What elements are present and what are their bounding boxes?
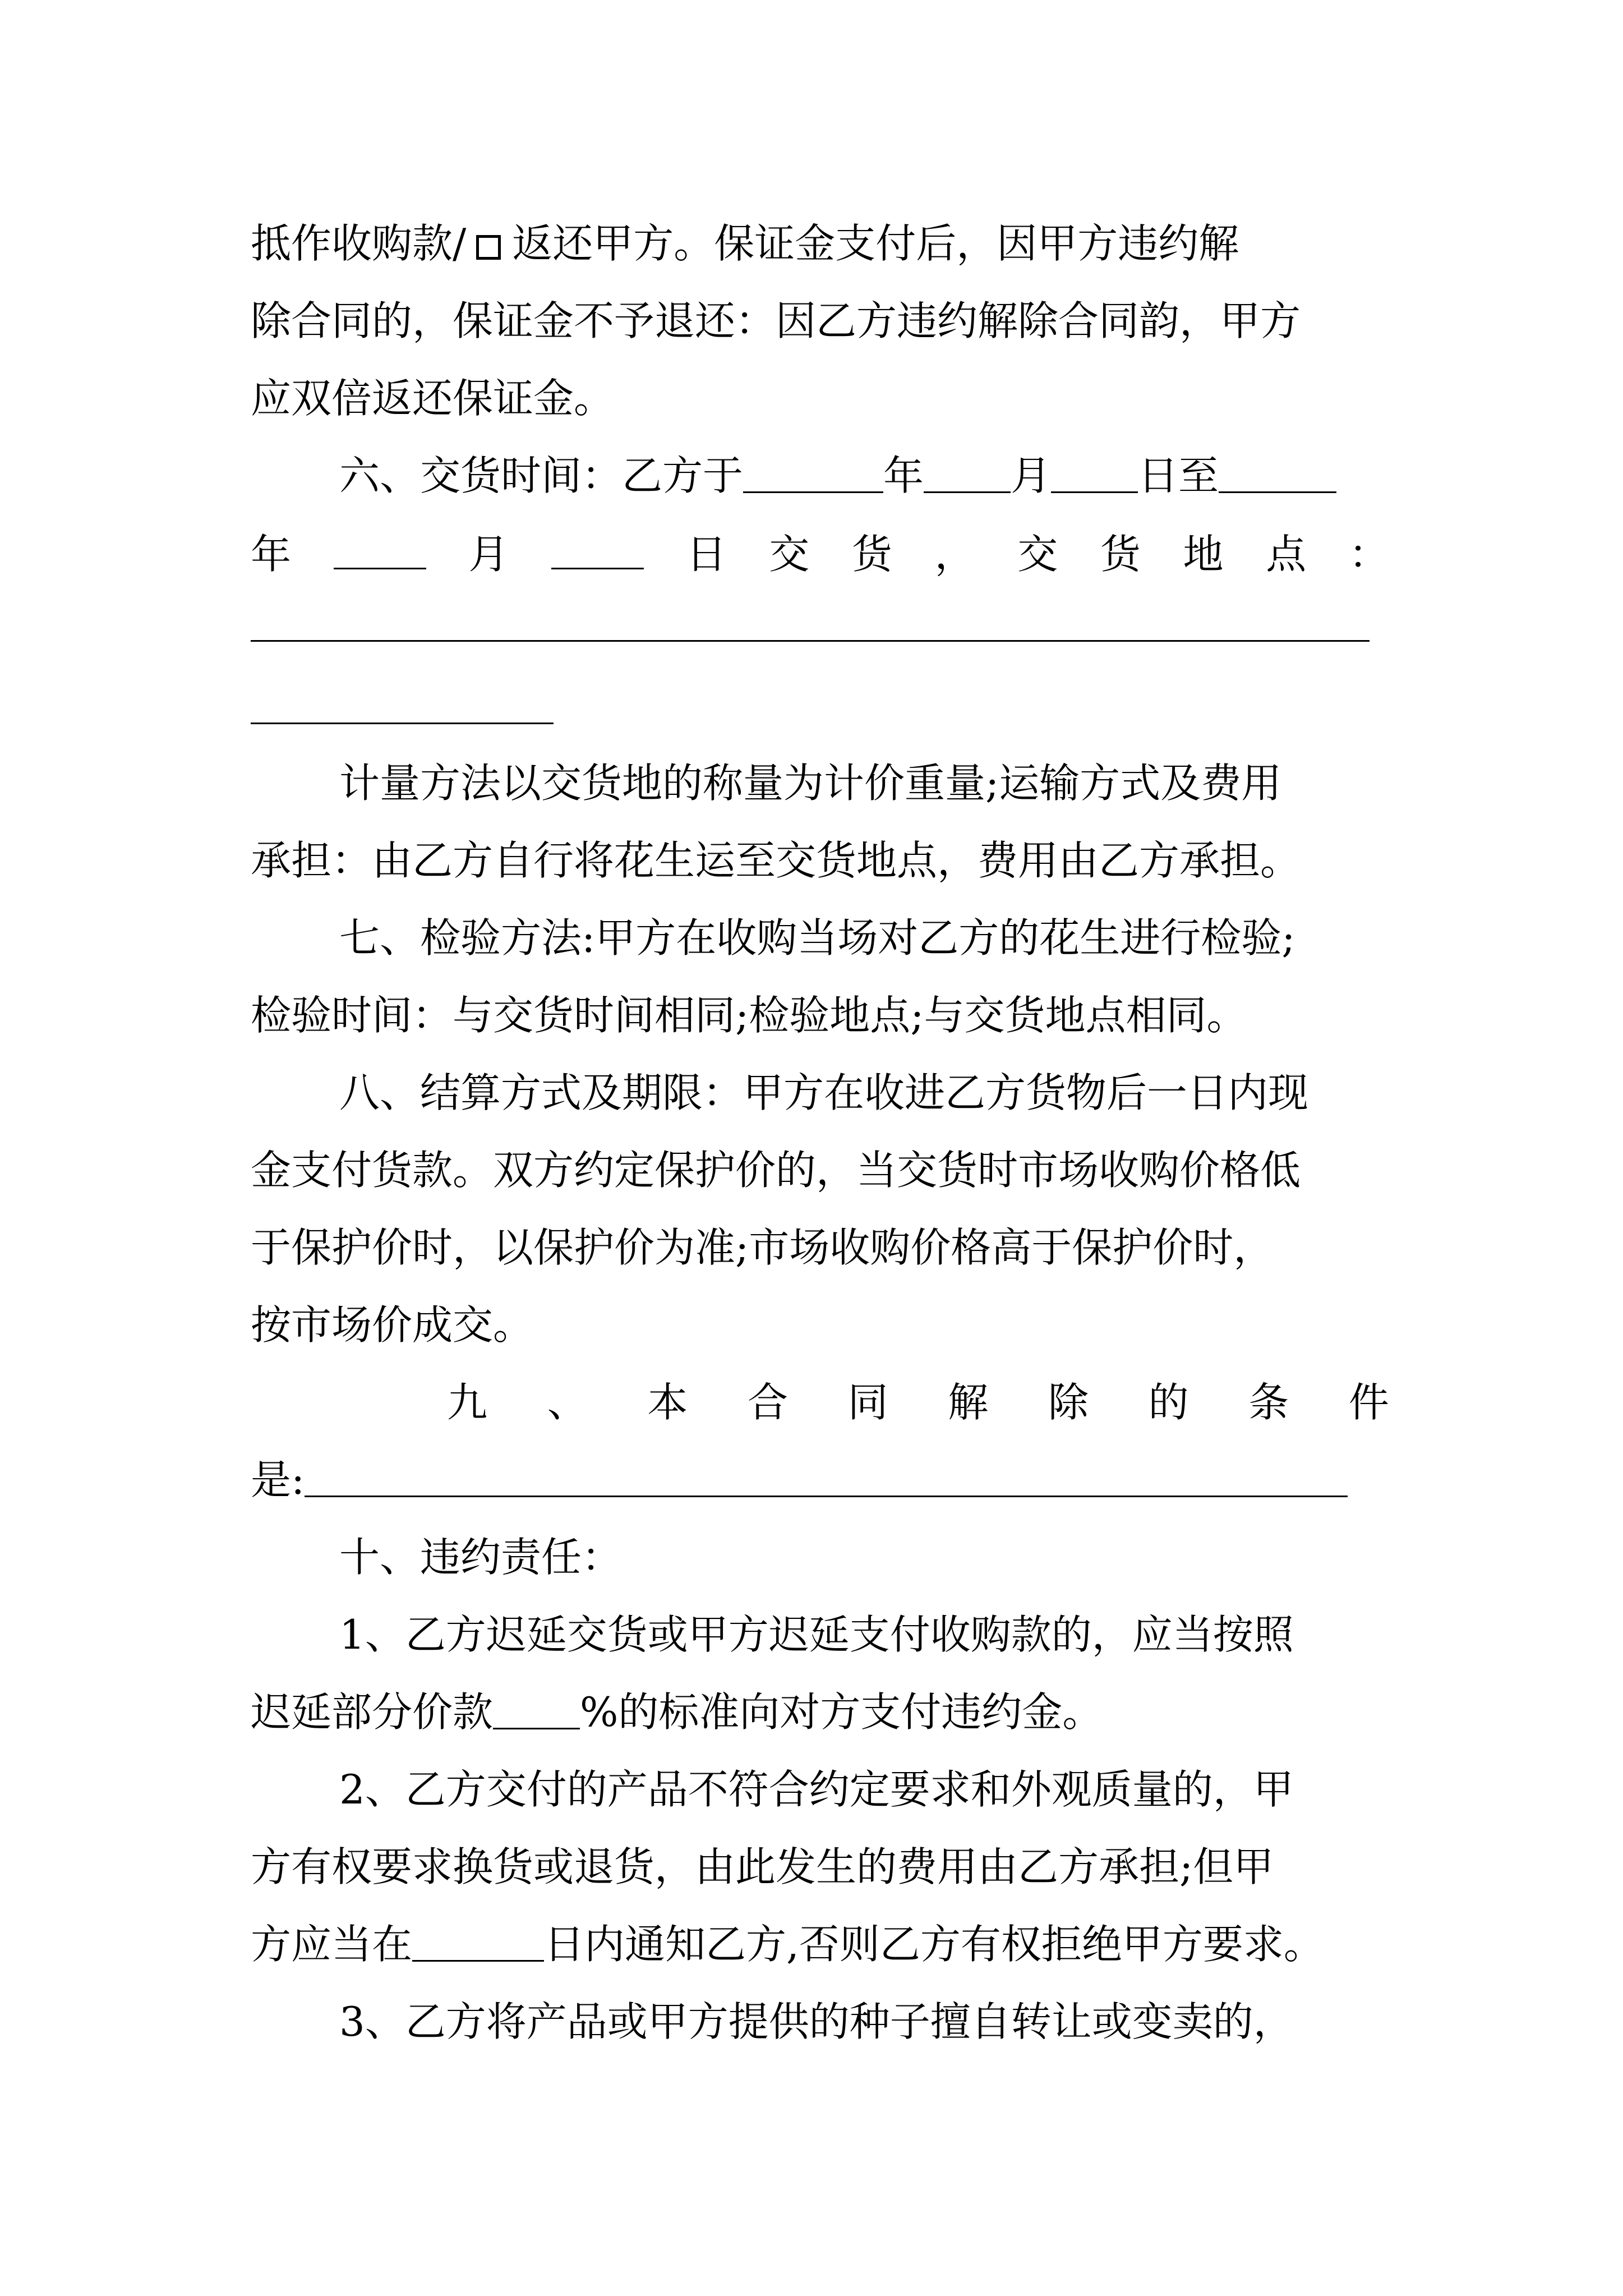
blank-month[interactable] — [924, 458, 1011, 493]
char: 解 — [948, 1379, 989, 1426]
char: 同 — [847, 1379, 888, 1426]
section-8-line-3: 于保护价时，以保护价为准;市场收购价格高于保护价时， — [251, 1224, 1274, 1271]
blank-percent[interactable] — [493, 1694, 580, 1729]
section-9-line-2 — [251, 1456, 1348, 1503]
para-deposit-line-3: 应双倍返还保证金。 — [251, 375, 615, 422]
text: 年 — [883, 452, 924, 499]
section-8-line-2: 金支付货款。双方约定保护价的，当交货时市场收购价格低 — [251, 1147, 1301, 1194]
char: 交 — [1017, 531, 1058, 578]
char: 日 — [686, 531, 727, 578]
item-3-line-1: 3、乙方将产品或甲方提供的种子擅自转让或变卖的， — [339, 1998, 1294, 2045]
item-2-line-2: 方有权要求换货或退货，由此发生的费用由乙方承担;但甲 — [251, 1843, 1274, 1890]
section-6b-line-2: 承担：由乙方自行将花生运至交货地点，费用由乙方承担。 — [251, 837, 1301, 884]
checkbox[interactable] — [476, 235, 501, 260]
blank-year-2[interactable] — [1219, 458, 1336, 493]
text: 迟延部分价款 — [251, 1688, 494, 1736]
char: 条 — [1248, 1379, 1289, 1426]
char: ： — [1348, 531, 1389, 578]
blank-termination-conditions[interactable] — [305, 1462, 1348, 1497]
section-6-line-1 — [339, 452, 1336, 499]
para-deposit-line-1 — [251, 220, 1239, 267]
char: 九 — [447, 1379, 488, 1426]
item-2-line-1: 2、乙方交付的产品不符合约定要求和外观质量的，甲 — [339, 1766, 1294, 1813]
blank-delivery-place-line-2[interactable] — [251, 723, 554, 724]
text: 方应当在 — [251, 1921, 413, 1968]
blank-month-2[interactable] — [334, 534, 426, 569]
text: 六、交货时间：乙方于 — [339, 452, 744, 499]
text: 日至 — [1138, 452, 1219, 499]
char: 除 — [1048, 1379, 1089, 1426]
char: 件 — [1348, 1379, 1389, 1426]
char: 交 — [769, 531, 810, 578]
blank-day-2[interactable] — [551, 534, 644, 569]
section-6-line-2 — [251, 531, 1389, 578]
section-8-line-1: 八、结算方式及期限：甲方在收进乙方货物后一日内现 — [339, 1069, 1309, 1116]
char: 合 — [747, 1379, 788, 1426]
blank-delivery-place-line[interactable] — [251, 640, 1370, 642]
text: 抵作收购款/ — [251, 220, 467, 267]
blank-year[interactable] — [743, 458, 883, 493]
blank-days[interactable] — [412, 1926, 544, 1962]
char: 货 — [1100, 531, 1141, 578]
text: 返还甲方。保证金支付后，因甲方违约解 — [512, 220, 1239, 267]
para-deposit-line-2: 除合同的，保证金不予退还：因乙方违约解除合同韵，甲方 — [251, 297, 1301, 344]
char: 月 — [468, 531, 509, 578]
text: 月 — [1011, 452, 1052, 499]
char: 本 — [647, 1379, 688, 1426]
char: 的 — [1148, 1379, 1189, 1426]
text: %的标准向对方支付违约金。 — [580, 1688, 1103, 1736]
section-7-line-1: 七、检验方法:甲方在收购当场对乙方的花生进行检验; — [339, 914, 1295, 961]
char: ， — [934, 531, 975, 578]
char: 地 — [1183, 531, 1224, 578]
char: 点 — [1266, 531, 1307, 578]
section-9-line-1 — [447, 1379, 1389, 1426]
char: 年 — [251, 531, 292, 578]
blank-day[interactable] — [1051, 458, 1138, 493]
item-2-line-3 — [251, 1921, 1324, 1968]
text: 日内通知乙方,否则乙方有权拒绝甲方要求。 — [544, 1921, 1324, 1968]
section-10-title: 十、违约责任： — [339, 1534, 623, 1581]
char: 、 — [547, 1379, 588, 1426]
section-7-line-2: 检验时间：与交货时间相同;检验地点;与交货地点相同。 — [251, 992, 1247, 1039]
char: 货 — [851, 531, 892, 578]
item-1-line-1: 1、乙方迟延交货或甲方迟延支付收购款的，应当按照 — [339, 1611, 1294, 1658]
item-1-line-2 — [251, 1688, 1103, 1736]
text: 是: — [251, 1456, 305, 1503]
section-6b-line-1: 计量方法以交货地的称量为计价重量;运输方式及费用 — [339, 760, 1282, 807]
section-8-line-4: 按市场价成交。 — [251, 1301, 534, 1349]
